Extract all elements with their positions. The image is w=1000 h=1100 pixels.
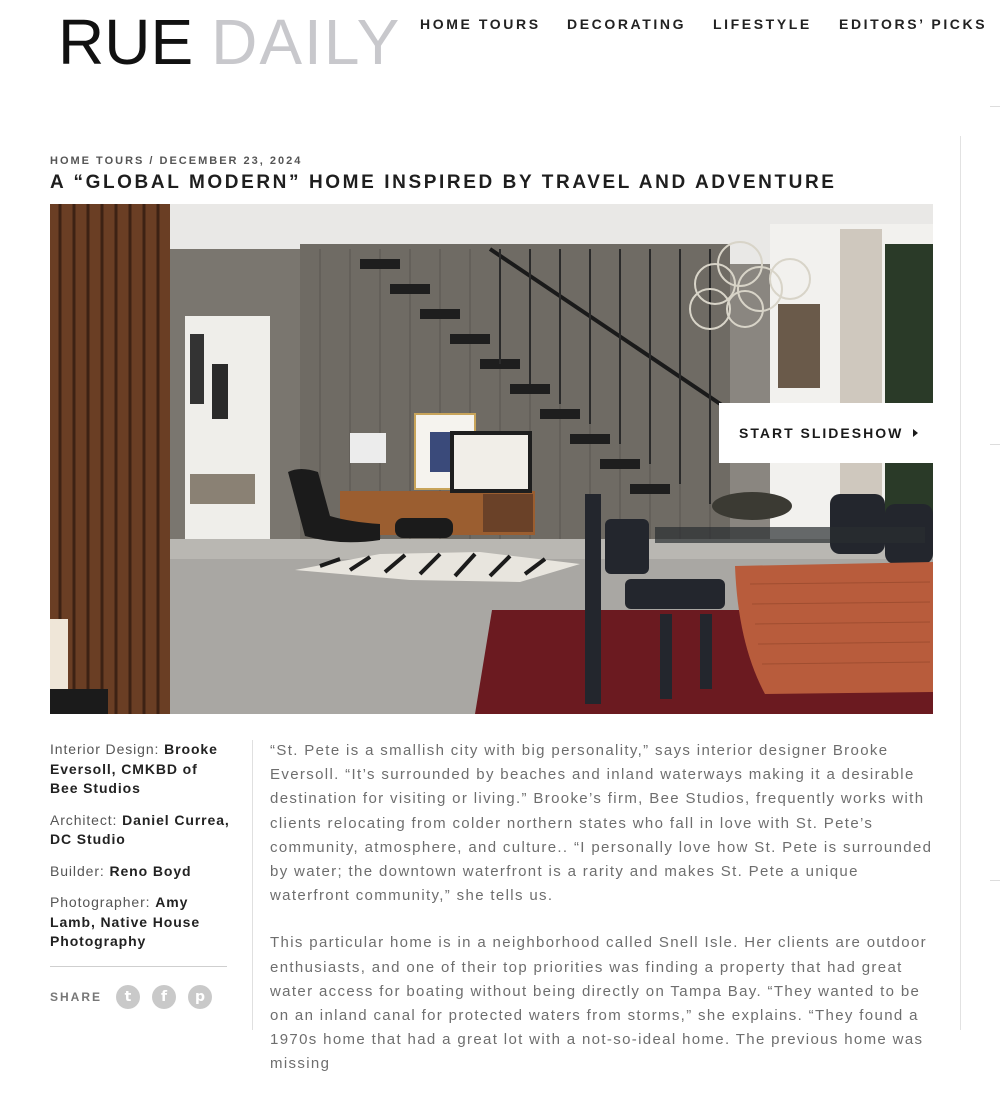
edge-divider: [990, 106, 1000, 107]
facebook-icon[interactable]: f: [152, 985, 176, 1009]
credit-role: Photographer:: [50, 894, 151, 910]
hero-image[interactable]: [50, 204, 933, 714]
share-divider: [50, 966, 227, 967]
article-title: A “GLOBAL MODERN” HOME INSPIRED BY TRAVEL AND ADVENTURE: [50, 172, 837, 193]
credits-sidebar: [50, 740, 230, 964]
twitter-icon[interactable]: t: [116, 985, 140, 1009]
credit-name: Brooke Eversoll, CMKBD of Bee Studios: [50, 741, 218, 796]
credit-role: Architect:: [50, 811, 118, 828]
nav-home-tours[interactable]: HOME TOURS: [420, 16, 541, 32]
start-slideshow-button[interactable]: [719, 403, 933, 463]
credit-builder: [50, 862, 230, 882]
content-divider: [252, 740, 253, 1030]
credit-role: Builder:: [50, 862, 105, 879]
article-body: [270, 739, 938, 1100]
credit-role: Interior Design:: [50, 741, 160, 757]
pinterest-icon[interactable]: p: [188, 985, 212, 1009]
edge-divider: [990, 444, 1000, 445]
edge-divider: [990, 880, 1000, 881]
sidebar-divider: [960, 136, 961, 1030]
nav-editors-picks[interactable]: EDITORS’ PICKS: [839, 16, 988, 32]
article-category-date[interactable]: HOME TOURS / DECEMBER 23, 2024: [50, 155, 303, 167]
site-logo[interactable]: [58, 6, 402, 78]
credit-name: Amy Lamb, Native House Photography: [50, 894, 201, 949]
credit-interior-design: [50, 740, 230, 799]
slideshow-label: START SLIDESHOW: [739, 425, 904, 441]
article-paragraph: “St. Pete is a smallish city with big personality,” says interior designer Brooke Eversoll. “It’s surrounded by beaches and inland waterways making it a desirable destination for visiting or living.” Brooke’s firm, Bee Studios, frequently works with clients relocating from colder northern states who fall in love with St. Pete’s community, atmosphere, and culture.. “I personally love how St. Pete is surrounded by water; the downtown waterfront is a rarity and makes St. Pete a unique waterfront community,” she tells us.: [270, 742, 933, 905]
article-paragraph: This particular home is in a neighborhood called Snell Isle. Her clients are outdoor enthusiasts, and one of their top priorities was finding a property that had great water access for boating without being directly on Tampa Bay. “They wanted to be on an inland canal for protected waters from storms,” she explains. “They found a 1970s home that had a great lot with a not-so-ideal home. The previous home was missing: [270, 934, 928, 1073]
credit-architect: [50, 811, 230, 850]
logo-daily: DAILY: [211, 6, 402, 78]
play-arrow-icon: [913, 429, 918, 437]
logo-rue: RUE: [58, 6, 194, 78]
nav-lifestyle[interactable]: LIFESTYLE: [713, 16, 812, 32]
credit-name: Reno Boyd: [109, 862, 192, 879]
credit-photographer: [50, 893, 230, 952]
share-label: SHARE: [50, 990, 103, 1004]
share-bar: [50, 985, 224, 1009]
credit-name: Daniel Currea, DC Studio: [50, 811, 230, 847]
nav-decorating[interactable]: DECORATING: [567, 16, 687, 32]
